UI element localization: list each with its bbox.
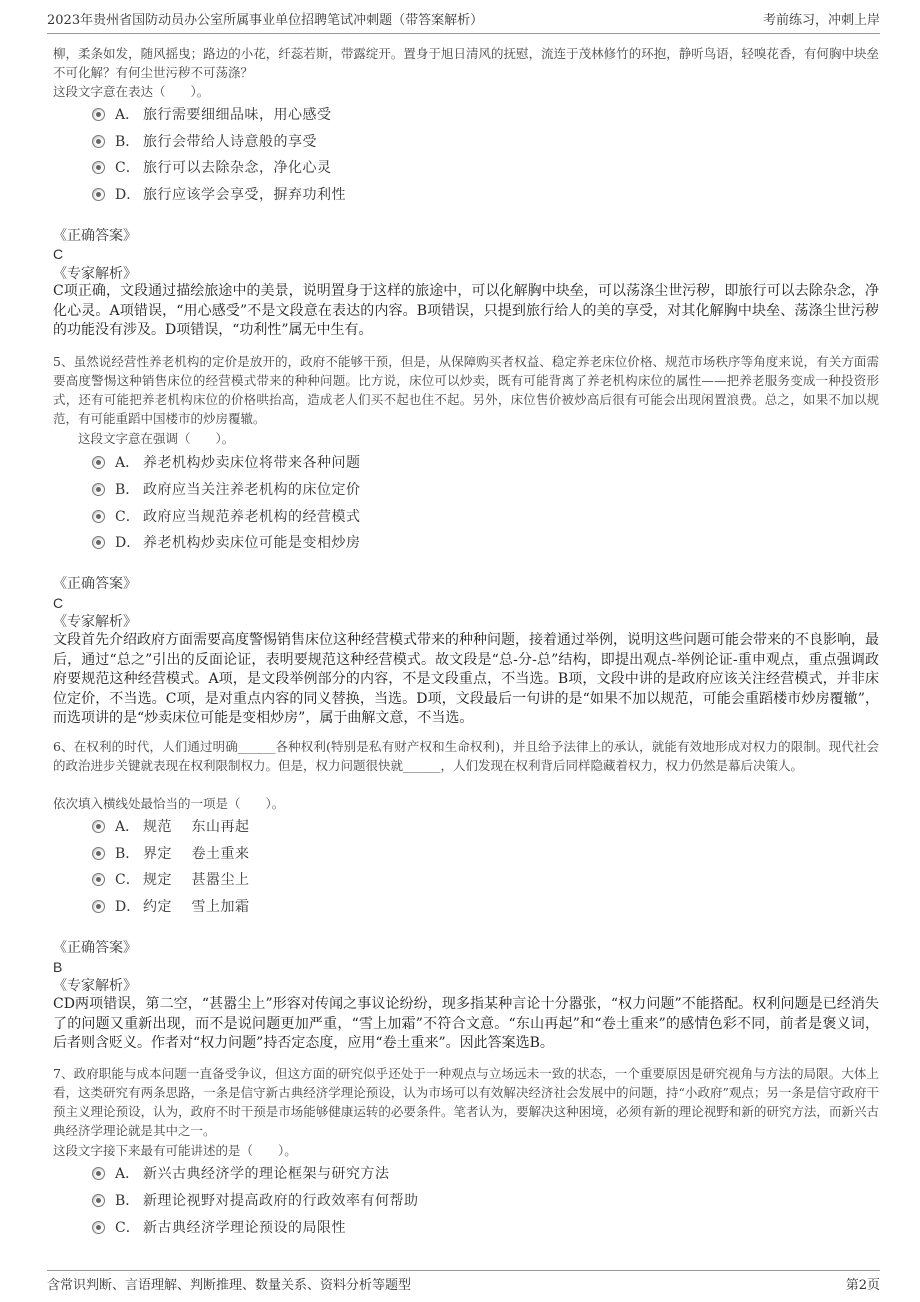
radio-icon[interactable] — [92, 847, 105, 860]
footer-description: 含常识判断、言语理解、判断推理、数量关系、资料分析等题型 — [47, 1278, 412, 1293]
q5-prompt: 这段文字意在强调（ ）。 — [78, 431, 235, 446]
radio-icon[interactable] — [92, 873, 105, 886]
q6-analysis: CD两项错误，第二空，“甚嚣尘上”形容对传闻之事议论纷纷，现多指某种言论十分嚣张，“权力问题”不能搭配。权利问题是已经消失了的问题又重新出现，而不是说问题更加严重，“雪上加霜”不符合文意。“东山再起”和“卷土重来”的感情色彩不同，前者是褒义词，后者则含贬义。作者对“权力问题”持否定态度，应用“卷土重来”。因此答案选B。 — [53, 996, 879, 1051]
q6-answer: B — [53, 959, 63, 975]
q5-analysis-label: 《专家解析》 — [53, 614, 137, 630]
q4-option-d[interactable]: D． 旅行应该学会享受，摒弃功利性 — [92, 183, 346, 205]
q6-analysis-label: 《专家解析》 — [53, 978, 137, 994]
radio-icon[interactable] — [92, 510, 105, 523]
q5-answer-label: 《正确答案》 — [53, 576, 137, 592]
q6-text: 6、在权利的时代，人们通过明确______各种权利(特别是私有财产权和生命权利)，并且给予法律上的承认，就能有效地形成对权力的限制。现代社会的政治进步关键就表现在权利限制权力。但是，权力问题很快就______，人们发现在权利背后同样隐藏着权力，权力仍然是幕后决策人。 — [53, 739, 879, 773]
radio-icon[interactable] — [92, 483, 105, 496]
radio-icon[interactable] — [92, 135, 105, 148]
q4-text: 柳，柔条如发，随风摇曳；路边的小花，纤蕊若斯，带露绽开。置身于旭日清风的抚慰，流连于茂林修竹的环抱，静听鸟语，轻嗅花香，有何胸中块垒不可化解？有何尘世污秽不可荡涤？ — [53, 46, 879, 80]
q4-analysis: C项正确，文段通过描绘旅途中的美景，说明置身于这样的旅途中，可以化解胸中块垒，可以荡涤尘世污秽，即旅行可以去除杂念，净化心灵。A项错误，“用心感受”不是文段意在表达的内容。B项错误，只提到旅行给人的美的享受，对其化解胸中块垒、荡涤尘世污秽的功能没有涉及。D项错误，“功利性”属无中生有。 — [53, 283, 879, 338]
page-footer — [47, 1270, 880, 1302]
q6-option-a[interactable]: A． 规范 东山再起 — [92, 815, 249, 837]
radio-icon[interactable] — [92, 1194, 105, 1207]
radio-icon[interactable] — [92, 536, 105, 549]
header-slogan: 考前练习，冲刺上岸 — [762, 13, 880, 28]
radio-icon[interactable] — [92, 161, 105, 174]
q5-option-a[interactable]: A． 养老机构炒卖床位将带来各种问题 — [92, 451, 361, 473]
q7-option-b[interactable]: B． 新理论视野对提高政府的行政效率有何帮助 — [92, 1189, 419, 1211]
q6-answer-label: 《正确答案》 — [53, 940, 137, 956]
radio-icon[interactable] — [92, 456, 105, 469]
q7-prompt: 这段文字接下来最有可能讲述的是（ ）。 — [53, 1143, 297, 1158]
page-header — [47, 0, 880, 34]
document-title: 2023年贵州省国防动员办公室所属事业单位招聘笔试冲刺题（带答案解析） — [47, 13, 484, 28]
q4-analysis-label: 《专家解析》 — [53, 266, 137, 282]
radio-icon[interactable] — [92, 820, 105, 833]
q4-prompt: 这段文字意在表达（ ）。 — [53, 84, 210, 99]
q4-option-a[interactable]: A． 旅行需要细细品味，用心感受 — [92, 103, 332, 125]
q4-answer: C — [53, 246, 64, 262]
q6-prompt: 依次填入横线处最恰当的一项是（ ）。 — [53, 796, 285, 811]
q5-option-d[interactable]: D． 养老机构炒卖床位可能是变相炒房 — [92, 531, 361, 553]
q5-option-b[interactable]: B． 政府应当关注养老机构的床位定价 — [92, 478, 361, 500]
q4-answer-label: 《正确答案》 — [53, 228, 137, 244]
q4-option-b[interactable]: B． 旅行会带给人诗意般的享受 — [92, 130, 317, 152]
q7-option-c[interactable]: C． 新古典经济学理论预设的局限性 — [92, 1216, 346, 1238]
q5-analysis: 文段首先介绍政府方面需要高度警惕销售床位这种经营模式带来的种种问题，接着通过举例，说明这些问题可能会带来的不良影响，最后，通过“总之”引出的反面论证，表明要规范这种经营模式。故文段是“总-分-总”结构，即提出观点-举例论证-重申观点，重点强调政府要规范这种经营模式。A项，是文段举例部分的内容，不是文段重点，不当选。B项，文段中讲的是政府应该关注经营模式，并非床位定价，不当选。C项，是对重点内容的同义替换，当选。D项，文段最后一句讲的是“如果不加以规范，可能会重蹈楼市炒房覆辙”，而选项讲的是“炒卖床位可能是变相炒房”，属于曲解文意，不当选。 — [53, 632, 879, 726]
radio-icon[interactable] — [92, 188, 105, 201]
q5-text: 5、虽然说经营性养老机构的定价是放开的，政府不能够干预，但是，从保障购买者权益、稳定养老床位价格、规范市场秩序等角度来说，有关方面需要高度警惕这种销售床位的经营模式带来的种种问题。比方说，床位可以炒卖，既有可能背离了养老机构床位的属性——把养老服务变成一种投资形式，还有可能把养老机构床位的价格哄抬高，造成老人们买不起也住不起。另外，床位售价被炒高后很有可能会出现闲置浪费。总之，如果不加以规范，有可能重蹈中国楼市的炒房覆辙。 — [53, 354, 879, 426]
q5-option-c[interactable]: C． 政府应当规范养老机构的经营模式 — [92, 505, 361, 527]
q5-answer: C — [53, 595, 64, 611]
q7-text: 7、政府职能与成本问题一直备受争议，但这方面的研究似乎还处于一种观点与立场远未一致的状态，一个重要原因是研究视角与方法的局限。大体上看，这类研究有两条思路，一条是信守新古典经济学理论预设，认为市场可以有效解决经济社会发展中的问题，持“小政府”观点；另一条是信守政府干预主义理论预设，认为，政府不时干预是市场能够健康运转的必要条件。笔者认为，要解决这种困境，必须有新的理论视野和新的研究方法，而新兴古典经济学理论就是其中之一。 — [53, 1066, 879, 1138]
radio-icon[interactable] — [92, 1167, 105, 1180]
radio-icon[interactable] — [92, 108, 105, 121]
radio-icon[interactable] — [92, 1221, 105, 1234]
q7-option-a[interactable]: A． 新兴古典经济学的理论框架与研究方法 — [92, 1162, 390, 1184]
radio-icon[interactable] — [92, 900, 105, 913]
q6-option-c[interactable]: C． 规定 甚嚣尘上 — [92, 868, 249, 890]
page-number: 第2页 — [845, 1278, 880, 1293]
q4-option-c[interactable]: C． 旅行可以去除杂念，净化心灵 — [92, 156, 332, 178]
q6-option-d[interactable]: D． 约定 雪上加霜 — [92, 895, 249, 917]
q6-option-b[interactable]: B． 界定 卷土重来 — [92, 842, 249, 864]
